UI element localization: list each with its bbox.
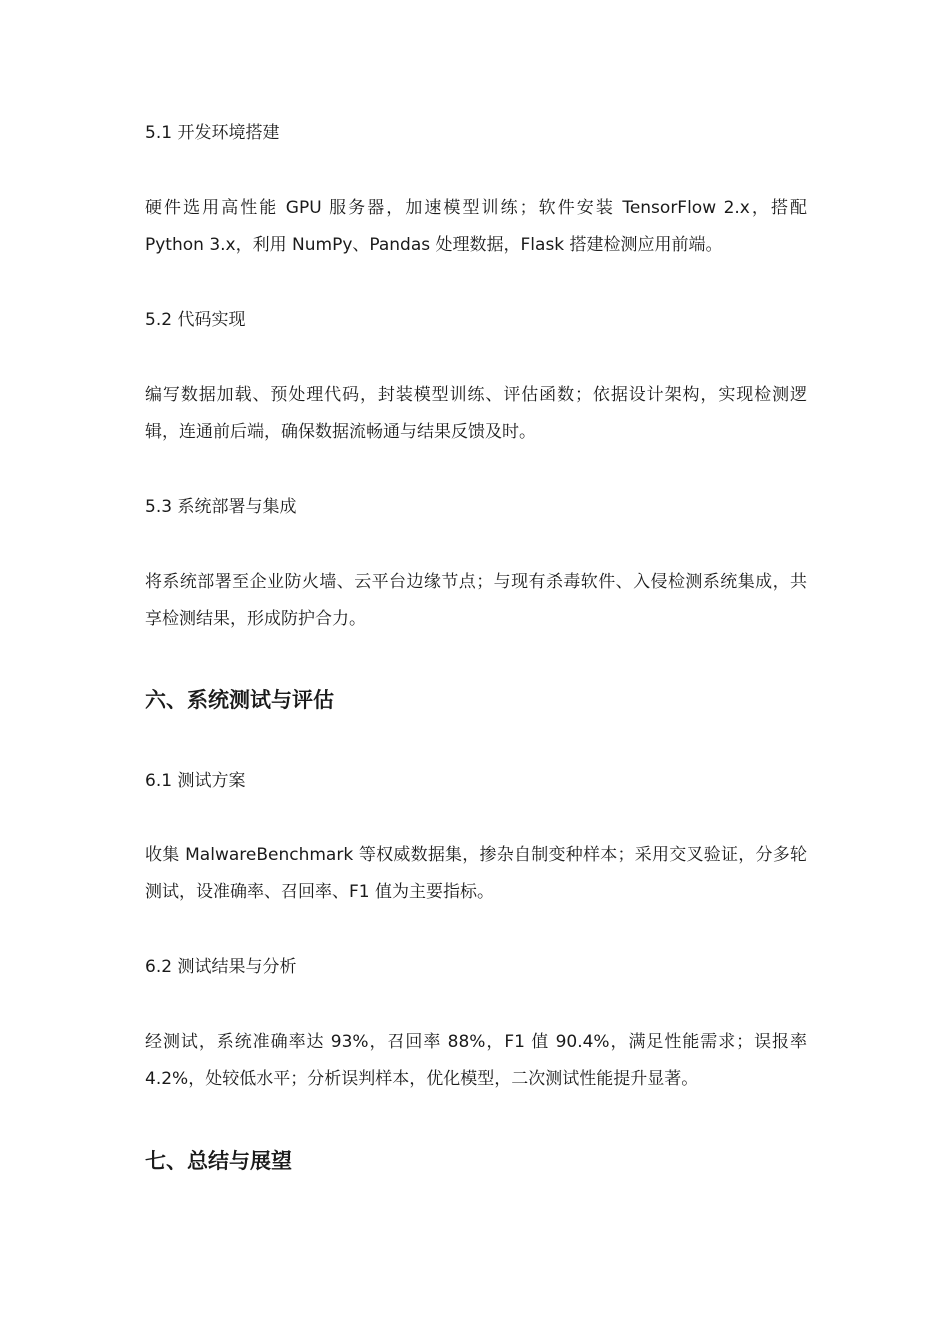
- section-6-1-heading: 6.1 测试方案: [145, 771, 246, 791]
- section-5-2-paragraph: 编写数据加载、预处理代码，封装模型训练、评估函数；依据设计架构，实现检测逻辑，连通前后端，确保数据流畅通与结果反馈及时。: [145, 385, 807, 442]
- chapter-7-heading: 七、总结与展望: [145, 1149, 292, 1173]
- section-6-2-paragraph: 经测试，系统准确率达 93%，召回率 88%，F1 值 90.4%，满足性能需求；误报率 4.2%，处较低水平；分析误判样本，优化模型，二次测试性能提升显著。: [145, 1032, 807, 1089]
- section-5-1-heading: 5.1 开发环境搭建: [145, 123, 280, 143]
- section-5-3-paragraph: 将系统部署至企业防火墙、云平台边缘节点；与现有杀毒软件、入侵检测系统集成，共享检测结果，形成防护合力。: [145, 572, 807, 629]
- section-5-2-heading: 5.2 代码实现: [145, 310, 246, 330]
- chapter-6-heading: 六、系统测试与评估: [145, 688, 334, 712]
- section-6-1-paragraph: 收集 MalwareBenchmark 等权威数据集，掺杂自制变种样本；采用交叉验证，分多轮测试，设准确率、召回率、F1 值为主要指标。: [145, 845, 807, 902]
- section-5-1-paragraph: 硬件选用高性能 GPU 服务器，加速模型训练；软件安装 TensorFlow 2.x，搭配 Python 3.x，利用 NumPy、Pandas 处理数据，Flask 搭建检测应用前端。: [145, 198, 807, 255]
- section-6-2-heading: 6.2 测试结果与分析: [145, 957, 297, 977]
- section-5-3-heading: 5.3 系统部署与集成: [145, 497, 297, 517]
